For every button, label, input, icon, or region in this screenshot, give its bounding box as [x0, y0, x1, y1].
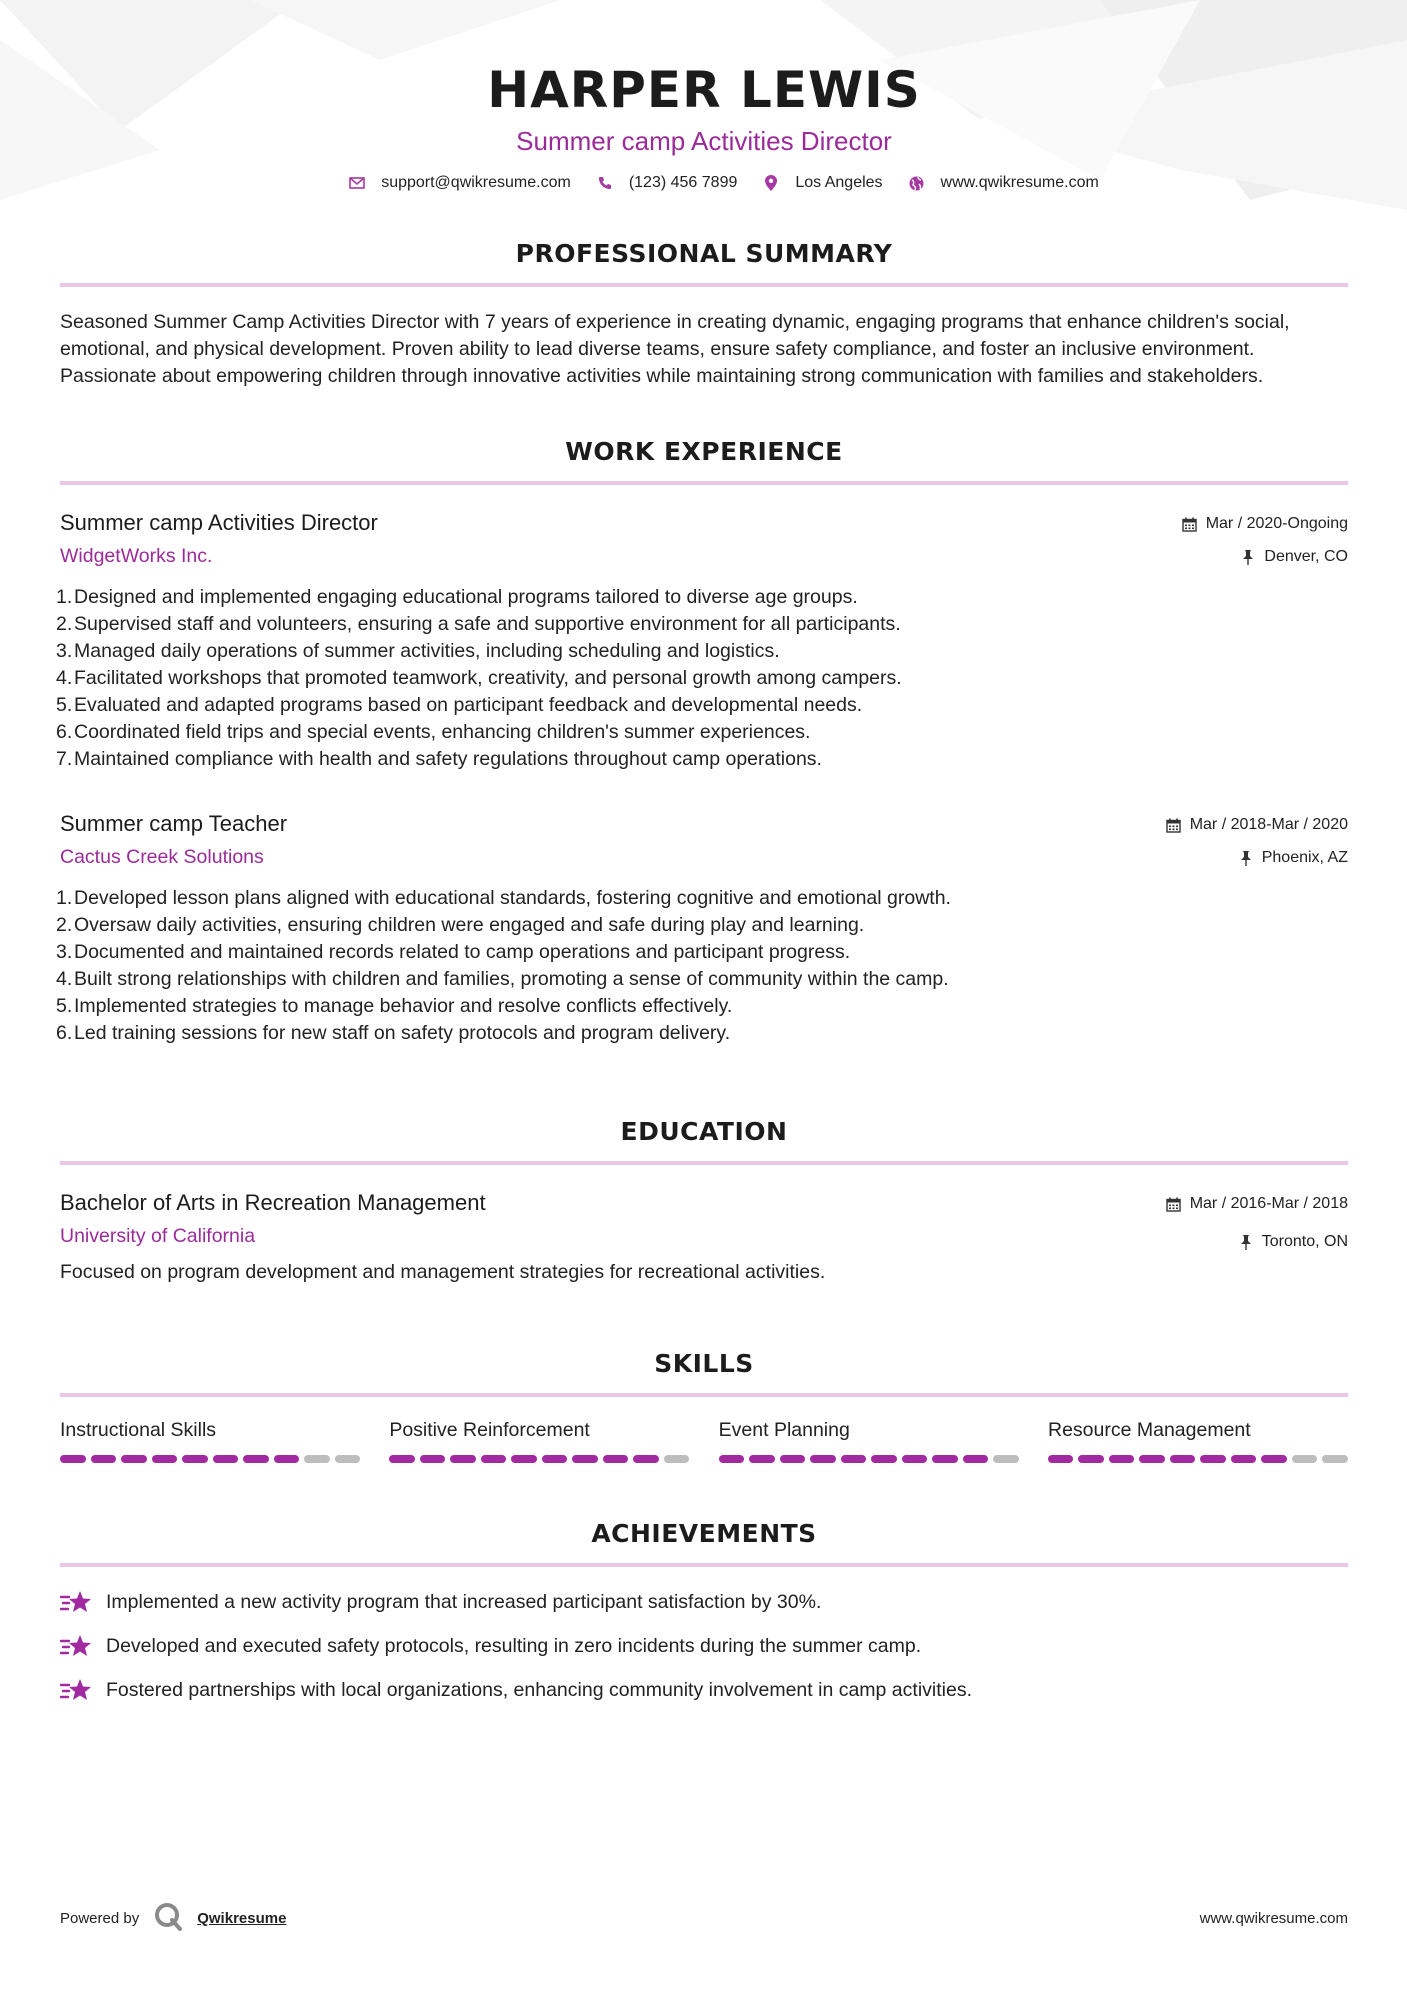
skill-segment-filled	[1231, 1455, 1257, 1463]
section-divider	[60, 481, 1348, 485]
skill-segment-filled	[1261, 1455, 1287, 1463]
achievement-item	[60, 1631, 1348, 1661]
skill-item	[60, 1417, 360, 1463]
contact-phone-text: (123) 456 7899	[628, 174, 738, 191]
job-dates: Mar / 2020-Ongoing	[1205, 515, 1348, 532]
skill-name: Instructional Skills	[60, 1419, 217, 1441]
skills-heading: SKILLS	[654, 1349, 754, 1378]
school-name: University of California	[60, 1225, 256, 1247]
skill-level-bar	[60, 1455, 360, 1463]
list-item: 5. Evaluated and adapted programs based on participant feedback and developmental needs.	[56, 694, 863, 716]
calendar-icon	[1166, 817, 1182, 833]
qwikresume-link[interactable]: Qwikresume	[197, 1909, 287, 1927]
skill-segment-filled	[603, 1455, 629, 1463]
contact-website-text: www.qwikresume.com	[940, 174, 1099, 191]
footer-url[interactable]: www.qwikresume.com	[1199, 1909, 1348, 1927]
shooting-star-icon	[60, 1588, 92, 1616]
calendar-icon	[1166, 1196, 1182, 1212]
resume-content	[56, 0, 1348, 1701]
achievement-item	[60, 1675, 1348, 1705]
skill-item	[389, 1417, 689, 1463]
skill-segment-filled	[1139, 1455, 1165, 1463]
contact-location-text: Los Angeles	[795, 174, 883, 191]
skill-segment-filled	[511, 1455, 537, 1463]
skill-segment-empty	[304, 1455, 330, 1463]
education-location: Toronto, ON	[1261, 1233, 1348, 1250]
company-name: Cactus Creek Solutions	[60, 846, 264, 868]
achievement-text: Developed and executed safety protocols, resulting in zero incidents during the summer camp.	[106, 1635, 922, 1657]
skill-segment-filled	[481, 1455, 507, 1463]
skill-segment-filled	[60, 1455, 86, 1463]
list-item: 4. Built strong relationships with children and families, promoting a sense of community within the camp.	[56, 968, 949, 990]
contact-location	[763, 174, 882, 192]
skill-item	[1048, 1417, 1348, 1463]
experience-section	[60, 435, 1348, 485]
list-item: 7. Maintained compliance with health and safety regulations throughout camp operations.	[56, 748, 822, 770]
page-footer	[60, 1900, 1348, 1936]
skill-segment-filled	[91, 1455, 117, 1463]
skill-segment-empty	[664, 1455, 690, 1463]
summary-heading: PROFESSIONAL SUMMARY	[515, 239, 893, 268]
skill-segment-filled	[780, 1455, 806, 1463]
job-entry	[56, 809, 1348, 1047]
job-title: Summer camp Teacher	[60, 811, 288, 836]
education-section	[60, 1115, 1348, 1165]
skill-segment-filled	[932, 1455, 958, 1463]
job-bullets	[56, 584, 1348, 773]
skill-segment-filled	[572, 1455, 598, 1463]
candidate-role: Summer camp Activities Director	[516, 126, 892, 156]
skill-level-bar	[719, 1455, 1019, 1463]
envelope-icon	[349, 175, 365, 191]
list-item: 1. Developed lesson plans aligned with educational standards, fostering cognitive and emotional growth.	[56, 887, 951, 909]
resume-header	[60, 0, 1348, 192]
degree-title: Bachelor of Arts in Recreation Management	[60, 1190, 486, 1215]
contact-email-text: support@qwikresume.com	[381, 174, 571, 191]
list-item: 5. Implemented strategies to manage behavior and resolve conflicts effectively.	[56, 995, 733, 1017]
footer-branding	[60, 1901, 286, 1935]
skill-segment-empty	[993, 1455, 1019, 1463]
achievement-item	[60, 1587, 1348, 1617]
qwikresume-logo-icon	[153, 1901, 183, 1935]
skill-segment-filled	[749, 1455, 775, 1463]
skill-segment-filled	[274, 1455, 300, 1463]
skill-segment-filled	[963, 1455, 989, 1463]
skill-segment-filled	[1200, 1455, 1226, 1463]
job-location: Denver, CO	[1264, 548, 1348, 565]
candidate-name: HARPER LEWIS	[487, 61, 921, 119]
achievement-text: Implemented a new activity program that increased participant satisfaction by 30%.	[106, 1591, 822, 1613]
section-divider	[60, 1161, 1348, 1165]
skill-level-bar	[389, 1455, 689, 1463]
skill-segment-filled	[450, 1455, 476, 1463]
education-heading: EDUCATION	[620, 1117, 788, 1146]
list-item: 3. Managed daily operations of summer activities, including scheduling and logistics.	[56, 640, 780, 662]
skills-list	[60, 1417, 1348, 1463]
list-item: 1. Designed and implemented engaging educational programs tailored to diverse age groups.	[56, 586, 858, 608]
summary-text: Seasoned Summer Camp Activities Director with 7 years of experience in creating dynamic, engaging programs that enhance children's social, emotional, and physical development. Proven ability to lead diverse teams, ensure safety compliance, and foster an inclusive environment. Passionate about empowering children through innovative activities while maintaining strong communication with families and stakeholders.	[60, 311, 1290, 387]
calendar-icon	[1182, 516, 1198, 532]
skill-segment-filled	[841, 1455, 867, 1463]
achievements-section	[60, 1517, 1348, 1719]
skill-segment-filled	[719, 1455, 745, 1463]
achievement-text: Fostered partnerships with local organizations, enhancing community involvement in camp activities.	[106, 1679, 972, 1701]
pushpin-icon	[1238, 1234, 1254, 1250]
skill-segment-filled	[542, 1455, 568, 1463]
list-item: 2. Supervised staff and volunteers, ensuring a safe and supportive environment for all participants.	[56, 613, 901, 635]
skills-section	[60, 1347, 1348, 1463]
skill-segment-filled	[243, 1455, 269, 1463]
job-entry	[56, 508, 1348, 773]
skill-segment-filled	[152, 1455, 178, 1463]
achievements-heading: ACHIEVEMENTS	[591, 1519, 817, 1548]
skill-segment-empty	[1292, 1455, 1318, 1463]
contact-phone[interactable]	[597, 174, 738, 192]
phone-icon	[597, 175, 613, 191]
map-marker-icon	[763, 175, 779, 191]
education-dates: Mar / 2016-Mar / 2018	[1189, 1195, 1348, 1212]
job-dates: Mar / 2018-Mar / 2020	[1189, 816, 1348, 833]
job-title: Summer camp Activities Director	[60, 510, 378, 535]
list-item: 4. Facilitated workshops that promoted teamwork, creativity, and personal growth among campers.	[56, 667, 902, 689]
skill-segment-filled	[1048, 1455, 1074, 1463]
pushpin-icon	[1238, 850, 1254, 866]
skill-level-bar	[1048, 1455, 1348, 1463]
skill-segment-filled	[420, 1455, 446, 1463]
job-bullets	[56, 885, 1348, 1047]
skill-item	[719, 1417, 1019, 1463]
skill-name: Resource Management	[1047, 1419, 1251, 1441]
skill-segment-filled	[389, 1455, 415, 1463]
pushpin-icon	[1240, 549, 1256, 565]
skill-segment-filled	[213, 1455, 239, 1463]
skill-segment-empty	[335, 1455, 361, 1463]
job-meta	[1182, 512, 1348, 569]
job-location: Phoenix, AZ	[1261, 849, 1348, 866]
skill-segment-empty	[1322, 1455, 1348, 1463]
skill-name: Positive Reinforcement	[389, 1419, 590, 1441]
achievements-list	[60, 1587, 1348, 1705]
skill-segment-filled	[1109, 1455, 1135, 1463]
job-meta	[1166, 813, 1348, 870]
shooting-star-icon	[60, 1676, 92, 1704]
skill-segment-filled	[902, 1455, 928, 1463]
powered-by-label: Powered by	[60, 1909, 140, 1927]
skill-segment-filled	[810, 1455, 836, 1463]
skill-segment-filled	[182, 1455, 208, 1463]
skill-segment-filled	[633, 1455, 659, 1463]
section-divider	[60, 1393, 1348, 1397]
skill-segment-filled	[871, 1455, 897, 1463]
section-divider	[60, 1563, 1348, 1567]
list-item: 3. Documented and maintained records related to camp operations and participant progress.	[56, 941, 851, 963]
skill-segment-filled	[1170, 1455, 1196, 1463]
section-divider	[60, 283, 1348, 287]
list-item: 6. Coordinated field trips and special events, enhancing children's summer experiences.	[56, 721, 811, 743]
skill-segment-filled	[121, 1455, 147, 1463]
experience-heading: WORK EXPERIENCE	[565, 437, 843, 466]
shooting-star-icon	[60, 1632, 92, 1660]
education-entry	[60, 1188, 1348, 1286]
education-description: Focused on program development and management strategies for recreational activities.	[60, 1261, 826, 1283]
contact-email[interactable]	[349, 174, 571, 192]
list-item: 6. Led training sessions for new staff on safety protocols and program delivery.	[56, 1022, 731, 1044]
skill-name: Event Planning	[718, 1419, 850, 1441]
company-name: WidgetWorks Inc.	[60, 545, 213, 567]
contact-bar	[100, 174, 1348, 192]
contact-website[interactable]	[909, 174, 1099, 192]
list-item: 2. Oversaw daily activities, ensuring children were engaged and safe during play and learning.	[56, 914, 865, 936]
education-meta	[1166, 1192, 1348, 1254]
skill-segment-filled	[1078, 1455, 1104, 1463]
globe-icon	[909, 175, 925, 191]
summary-section	[60, 237, 1348, 390]
